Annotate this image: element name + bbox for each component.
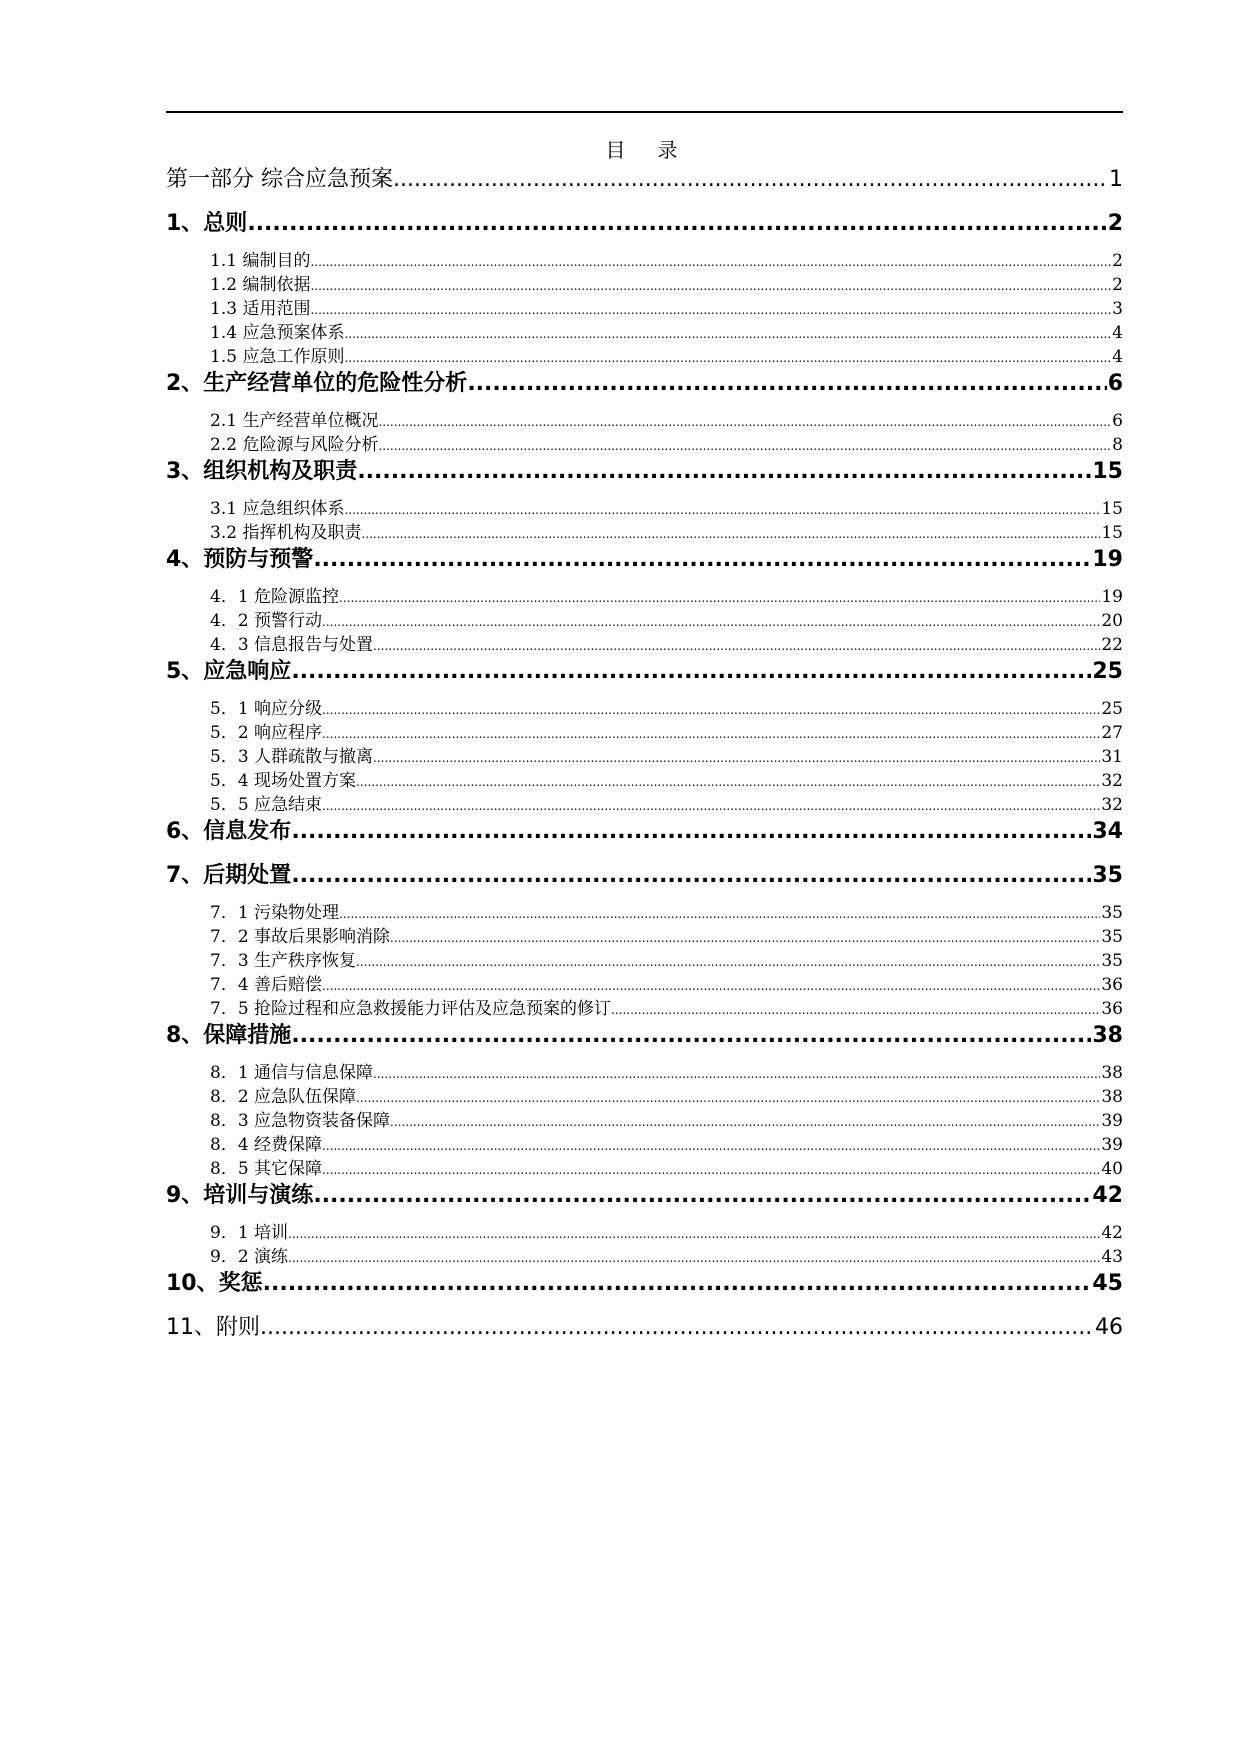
toc-entry-label: 1、总则: [166, 211, 248, 236]
toc-subentry[interactable]: [210, 345, 1123, 370]
toc-page-number: 6: [1112, 411, 1123, 431]
toc-entry-label: 7．3 生产秩序恢复: [210, 951, 357, 971]
toc-subentry[interactable]: [210, 1061, 1123, 1086]
toc-page-number: 42: [1092, 1183, 1123, 1208]
toc-dot-leader: [322, 1157, 1100, 1182]
toc-dot-leader: [390, 925, 1100, 950]
toc-title: 目 录: [605, 138, 684, 162]
toc-dot-leader: [260, 1313, 1094, 1343]
toc-page-number: 4: [1112, 347, 1123, 367]
toc-entry[interactable]: [166, 817, 1123, 847]
toc-entry[interactable]: [166, 369, 1123, 399]
toc-page-number: 20: [1101, 611, 1123, 631]
toc-subentry[interactable]: [210, 1221, 1123, 1246]
toc-page-number: 27: [1101, 723, 1123, 743]
toc-page-number: 35: [1101, 927, 1123, 947]
toc-page-number: 1: [1109, 167, 1123, 192]
toc-subentry[interactable]: [210, 949, 1123, 974]
toc-entry[interactable]: [166, 861, 1123, 891]
toc-entry-label: 3、组织机构及职责: [166, 459, 358, 484]
toc-page-number: 15: [1101, 499, 1123, 519]
toc-entry[interactable]: [166, 545, 1123, 575]
toc-entry-label: 3.2 指挥机构及职责: [210, 523, 362, 543]
toc-entry-label: 5．4 现场处置方案: [210, 771, 357, 791]
toc-entry-label: 7．1 污染物处理: [210, 903, 340, 923]
toc-dot-leader: [344, 497, 1100, 522]
toc-entry[interactable]: [166, 209, 1123, 239]
toc-entry-label: 11、附则: [166, 1315, 260, 1340]
toc-dot-leader: [322, 793, 1100, 818]
toc-entry-label: 9．2 演练: [210, 1247, 289, 1267]
toc-subentry[interactable]: [210, 585, 1123, 610]
toc-entry-label: 9、培训与演练: [166, 1183, 314, 1208]
toc-page-number: 4: [1112, 323, 1123, 343]
toc-page-number: 43: [1101, 1247, 1123, 1267]
toc-page-number: 25: [1092, 659, 1123, 684]
toc-entry-label: 1.5 应急工作原则: [210, 347, 345, 367]
toc-entry[interactable]: [166, 457, 1123, 487]
toc-dot-leader: [313, 545, 1091, 575]
toc-dot-leader: [322, 721, 1100, 746]
toc-dot-leader: [288, 1221, 1100, 1246]
toc-subentry[interactable]: [210, 1157, 1123, 1182]
toc-entry-label: 7．5 抢险过程和应急救援能力评估及应急预案的修订: [210, 999, 612, 1019]
toc-entry[interactable]: [166, 1269, 1123, 1299]
toc-dot-leader: [310, 249, 1111, 274]
toc-entry-label: 5．2 响应程序: [210, 723, 323, 743]
toc-dot-leader: [357, 457, 1091, 487]
toc-dot-leader: [390, 1109, 1100, 1134]
toc-subentry[interactable]: [210, 697, 1123, 722]
toc-entry-label: 8．5 其它保障: [210, 1159, 323, 1179]
toc-dot-leader: [322, 697, 1100, 722]
toc-subentry[interactable]: [210, 1245, 1123, 1270]
toc-page-number: 36: [1101, 999, 1123, 1019]
toc-entry-label: 9．1 培训: [210, 1223, 289, 1243]
toc-dot-leader: [467, 369, 1106, 399]
toc-page-number: 2: [1107, 211, 1123, 236]
toc-dot-leader: [322, 609, 1100, 634]
toc-dot-leader: [247, 209, 1106, 239]
toc-entry-label: 1.1 编制目的: [210, 251, 311, 271]
toc-dot-leader: [291, 817, 1091, 847]
toc-page-number: 22: [1101, 635, 1123, 655]
toc-page-number: 2: [1112, 275, 1123, 295]
toc-entry-label: 7、后期处置: [166, 863, 292, 888]
toc-page-number: 19: [1092, 547, 1123, 572]
toc-subentry[interactable]: [210, 521, 1123, 546]
toc-subentry[interactable]: [210, 997, 1123, 1022]
toc-dot-leader: [344, 321, 1111, 346]
toc-dot-leader: [373, 1061, 1100, 1086]
header-rule: [166, 111, 1123, 113]
toc-entry[interactable]: [166, 1313, 1123, 1343]
toc-page-number: 45: [1092, 1271, 1123, 1296]
toc-subentry[interactable]: [210, 273, 1123, 298]
toc-dot-leader: [356, 769, 1100, 794]
toc-subentry[interactable]: [210, 1109, 1123, 1134]
toc-page-number: 40: [1101, 1159, 1123, 1179]
toc-subentry[interactable]: [210, 249, 1123, 274]
toc-subentry[interactable]: [210, 721, 1123, 746]
toc-page-number: 15: [1101, 523, 1123, 543]
toc-page-number: 36: [1101, 975, 1123, 995]
toc-entry-label: 7．2 事故后果影响消除: [210, 927, 391, 947]
toc-entry-label: 5．5 应急结束: [210, 795, 323, 815]
toc-entry[interactable]: [166, 1181, 1123, 1211]
toc-entry-label: 2.2 危险源与风险分析: [210, 435, 379, 455]
toc-dot-leader: [322, 1133, 1100, 1158]
toc-dot-leader: [356, 949, 1100, 974]
toc-entry-label: 6、信息发布: [166, 819, 292, 844]
toc-entry-label: 4．2 预警行动: [210, 611, 323, 631]
toc-dot-leader: [310, 297, 1111, 322]
toc-page-number: 35: [1101, 951, 1123, 971]
toc-subentry[interactable]: [210, 1085, 1123, 1110]
toc-page-number: 39: [1101, 1135, 1123, 1155]
toc-dot-leader: [356, 1085, 1100, 1110]
toc-dot-leader: [339, 901, 1100, 926]
toc-entry-label: 5．3 人群疏散与撤离: [210, 747, 374, 767]
toc-dot-leader: [288, 1245, 1100, 1270]
toc-subentry[interactable]: [210, 745, 1123, 770]
toc-subentry[interactable]: [210, 1133, 1123, 1158]
toc-entry-label: 5．1 响应分级: [210, 699, 323, 719]
toc-dot-leader: [322, 973, 1100, 998]
toc-dot-leader: [393, 165, 1108, 195]
toc-subentry[interactable]: [210, 973, 1123, 998]
toc-dot-leader: [291, 1021, 1091, 1051]
toc-entry-label: 8．1 通信与信息保障: [210, 1063, 374, 1083]
toc-subentry[interactable]: [210, 297, 1123, 322]
toc-dot-leader: [344, 345, 1111, 370]
toc-dot-leader: [291, 657, 1091, 687]
toc-entry[interactable]: [166, 165, 1123, 195]
toc-entry-label: 5、应急响应: [166, 659, 292, 684]
toc-entry-label: 4、预防与预警: [166, 547, 314, 572]
toc-page-number: 38: [1101, 1063, 1123, 1083]
toc-dot-leader: [611, 997, 1100, 1022]
toc-page-number: 42: [1101, 1223, 1123, 1243]
toc-subentry[interactable]: [210, 793, 1123, 818]
toc-entry-label: 2.1 生产经营单位概况: [210, 411, 379, 431]
toc-subentry[interactable]: [210, 633, 1123, 658]
toc-page-number: 25: [1101, 699, 1123, 719]
toc-dot-leader: [263, 1269, 1092, 1299]
toc-page-number: 31: [1101, 747, 1123, 767]
toc-entry-label: 2、生产经营单位的危险性分析: [166, 371, 468, 396]
toc-entry-label: 8、保障措施: [166, 1023, 292, 1048]
toc-dot-leader: [361, 521, 1100, 546]
toc-subentry[interactable]: [210, 925, 1123, 950]
toc-page-number: 34: [1092, 819, 1123, 844]
toc-entry[interactable]: [166, 657, 1123, 687]
toc-page-number: 46: [1095, 1315, 1123, 1340]
toc-dot-leader: [291, 861, 1091, 891]
toc-page-number: 3: [1112, 299, 1123, 319]
toc-page-number: 15: [1092, 459, 1123, 484]
toc-entry-label: 1.2 编制依据: [210, 275, 311, 295]
toc-page-number: 8: [1112, 435, 1123, 455]
toc-subentry[interactable]: [210, 321, 1123, 346]
toc-entry-label: 第一部分 综合应急预案: [166, 167, 393, 192]
toc-page-number: 38: [1101, 1087, 1123, 1107]
toc-subentry[interactable]: [210, 609, 1123, 634]
toc-page-number: 6: [1107, 371, 1123, 396]
toc-entry-label: 1.3 适用范围: [210, 299, 311, 319]
toc-entry-label: 1.4 应急预案体系: [210, 323, 345, 343]
toc-entry-label: 8．4 经费保障: [210, 1135, 323, 1155]
toc-subentry[interactable]: [210, 769, 1123, 794]
toc-entry-label: 10、奖惩: [166, 1271, 263, 1296]
toc-dot-leader: [339, 585, 1100, 610]
toc-dot-leader: [373, 745, 1100, 770]
toc-subentry[interactable]: [210, 409, 1123, 434]
toc-subentry[interactable]: [210, 497, 1123, 522]
toc-dot-leader: [313, 1181, 1091, 1211]
toc-page-number: 35: [1101, 903, 1123, 923]
toc-page-number: 35: [1092, 863, 1123, 888]
toc-page-number: 32: [1101, 795, 1123, 815]
toc-page-number: 19: [1101, 587, 1123, 607]
toc-entry-label: 4．1 危险源监控: [210, 587, 340, 607]
toc-dot-leader: [373, 633, 1100, 658]
toc-subentry[interactable]: [210, 901, 1123, 926]
toc-page-number: 32: [1101, 771, 1123, 791]
toc-entry-label: 7．4 善后赔偿: [210, 975, 323, 995]
toc-dot-leader: [310, 273, 1111, 298]
toc-entry-label: 3.1 应急组织体系: [210, 499, 345, 519]
toc-dot-leader: [378, 433, 1111, 458]
toc-entry-label: 8．3 应急物资装备保障: [210, 1111, 391, 1131]
toc-dot-leader: [378, 409, 1111, 434]
toc-page-number: 38: [1092, 1023, 1123, 1048]
toc-page-number: 2: [1112, 251, 1123, 271]
toc-entry-label: 8．2 应急队伍保障: [210, 1087, 357, 1107]
toc-page-number: 39: [1101, 1111, 1123, 1131]
toc-subentry[interactable]: [210, 433, 1123, 458]
toc-entry[interactable]: [166, 1021, 1123, 1051]
toc-entry-label: 4．3 信息报告与处置: [210, 635, 374, 655]
